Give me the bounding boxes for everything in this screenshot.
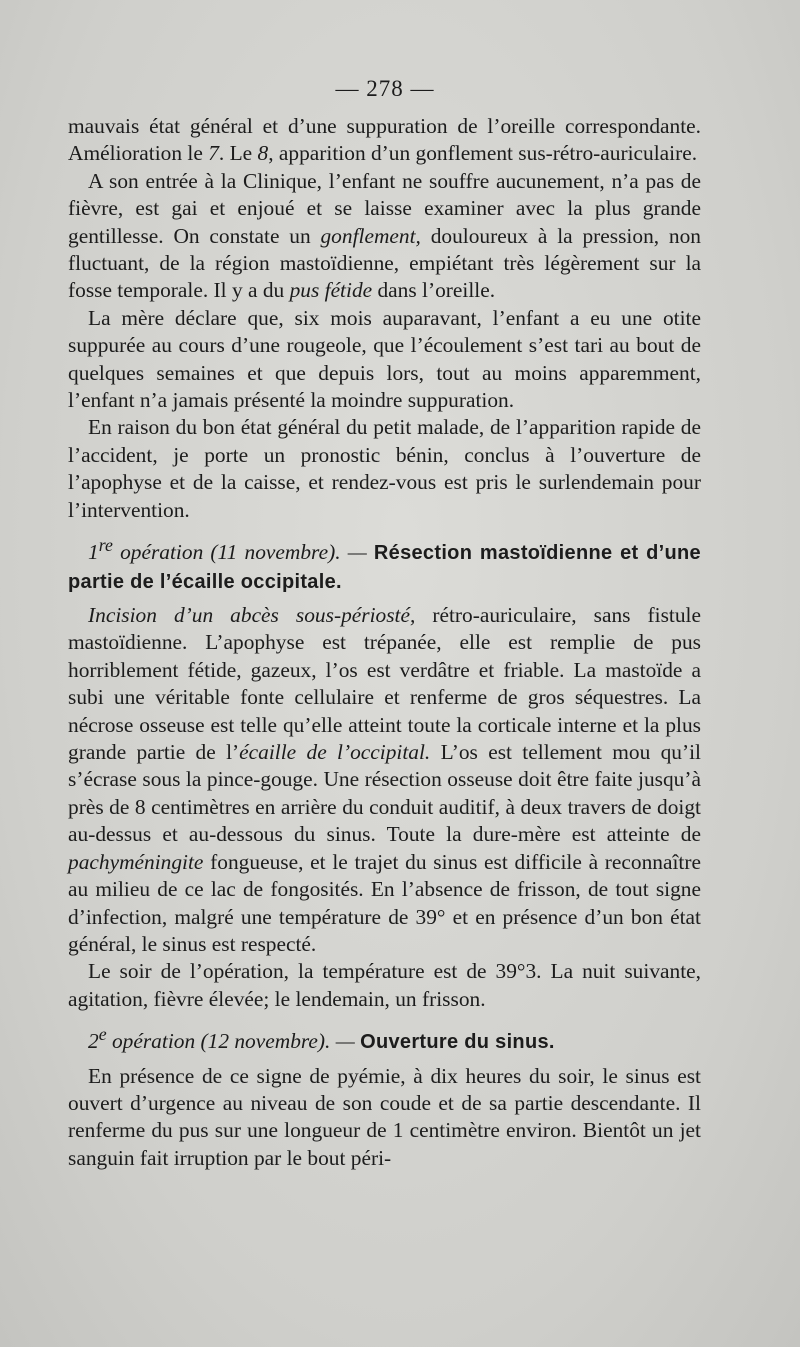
emphasis-incision: Incision d’un abcès sous-périosté, [88,603,416,628]
paragraph-1 [68,113,701,168]
paragraph-5 [68,602,701,958]
paragraph-7: En présence de ce signe de pyémie, à dix heures du soir, le sinus est ouvert d’urgence au niveau de son coude et de sa partie descendante. Il renferme du pus sur une longueur de 1 centimètre environ. Bientôt un jet sanguin fait irruption par le bout péri- [68,1063,701,1170]
heading-label: opération (12 novembre). — [106,1029,361,1054]
date-8: 8 [257,141,269,166]
heading-number: 1 [88,540,99,565]
paragraph-5-text: fongueuse, et le trajet du sinus est difficile à reconnaître au milieu de ce lac de fongosités. En l’absence de frisson, de tout signe d’infection, malgré une température de 39° et en présence d’un bon état général, le sinus est respecté. [68,849,701,956]
heading-label: opération (11 novembre). — [112,540,374,565]
paragraph-2-text: A son entrée à la Clinique, l’enfant ne souffre aucunement, n’a pas de fièvre, est gai et enjoué et se laisse examiner avec la plus grande gentillesse. On constate un [68,168,701,248]
emphasis-ecaille: écaille de l’occipital. [239,740,431,765]
emphasis-pachymeningite: pachyméningite [68,849,204,874]
operation-2-heading [68,1021,701,1057]
paragraph-1-text: . Le [218,141,258,166]
paragraph-5-text: rétro-auriculaire, sans fistule mastoïdienne. L’apophyse est trépanée, elle est remplie de pus horriblement fétide, gazeux, l’os est verdâtre et friable. La mastoïde a subi une véritable fonte cellulaire et renferme de gros séquestres. La nécrose osseuse est telle qu’elle atteint toute la corticale interne et la plus grande partie de l’ [68,603,701,765]
page-number: — 278 — [335,76,435,101]
heading-ordinal: re [98,535,113,556]
page-body [68,113,701,1172]
heading-ordinal: e [98,1024,107,1045]
heading-title: Ouverture du sinus. [360,1031,555,1054]
paragraph-2-text: douloureux à la pression, non fluctuant, de la région mastoïdienne, empiétant très légèrement sur la fosse temporale. Il y a du [68,223,701,303]
paragraph-4: En raison du bon état général du petit malade, de l’apparition rapide de l’accident, je porte un pronostic bénin, conclus à l’ouverture de l’apophyse et de la caisse, et rendez-vous est pris le surlendemain pour l’intervention. [68,415,701,522]
paragraph-1-text: , apparition d’un gonflement sus-rétro-auriculaire. [268,141,698,166]
operation-1-heading [68,532,701,596]
paragraph-3: La mère déclare que, six mois auparavant, l’enfant a eu une otite suppurée au cours d’une rougeole, que l’écoulement s’est tari au bout de quelques semaines et que depuis lors, tout au moins apparemment, l’enfant n’a jamais présenté la moindre suppuration. [68,305,701,413]
paragraph-2 [68,168,701,305]
paragraph-5-text: L’os est tellement mou qu’il s’écrase sous la pince-gouge. Une résection osseuse doit être faite jusqu’à près de 8 centimètres en arrière du conduit auditif, à deux travers de doigt au-dessus et au-dessous du sinus. Toute la dure-mère est atteinte de [68,740,701,847]
paragraph-2-text: dans l’oreille. [372,278,496,303]
heading-title: Résection mastoïdienne et d’une partie de l’écaille occipitale. [68,542,701,593]
paragraph-6: Le soir de l’opération, la température est de 39°3. La nuit suivante, agitation, fièvre élevée; le lendemain, un frisson. [68,959,701,1011]
heading-number: 2 [88,1029,99,1054]
date-7: 7 [208,141,219,166]
emphasis-pus-fetide: pus fétide [289,278,373,303]
paragraph-1-text: mauvais état général et d’une suppuration de l’oreille correspondante. Amélioration le [68,114,701,166]
emphasis-gonflement: gonflement, [320,223,421,248]
